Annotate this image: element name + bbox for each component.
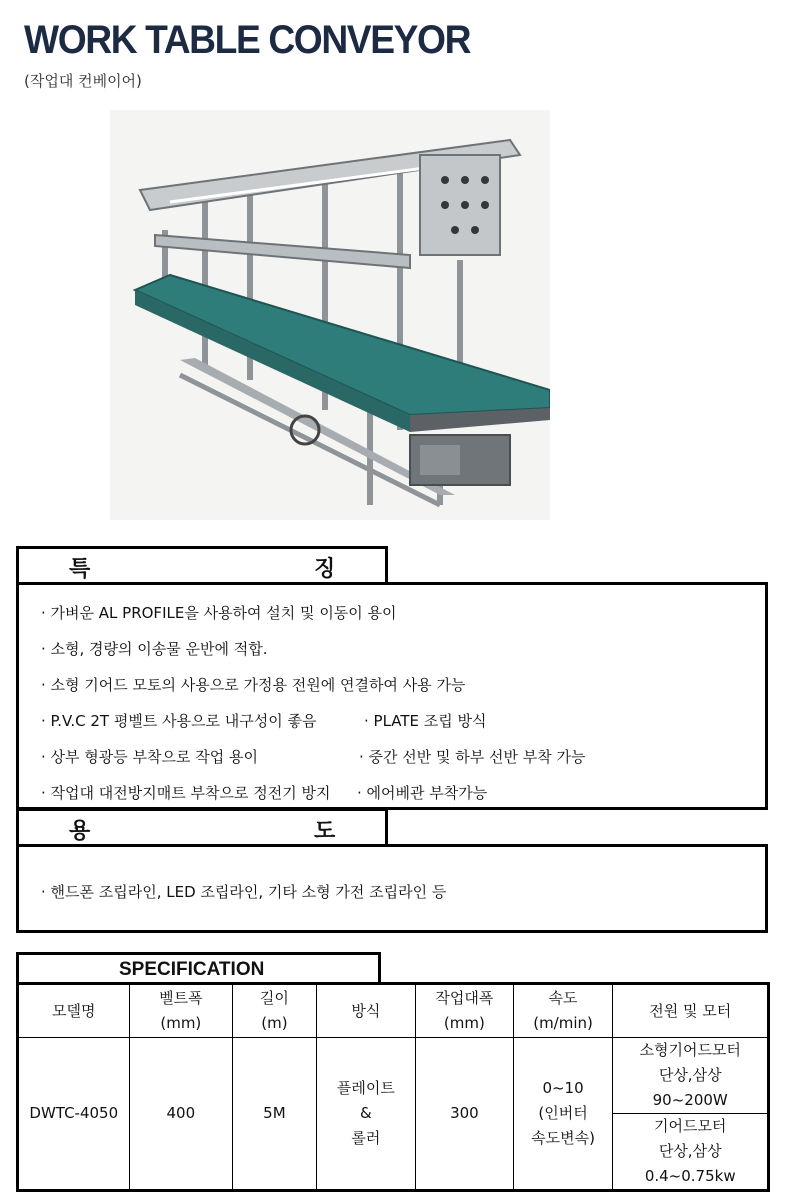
- spec-row: [18, 1038, 769, 1114]
- col-length-label: 길이: [259, 989, 289, 1007]
- col-work-width: [416, 984, 514, 1038]
- feature-item: · 에어베관 부착가능: [357, 784, 488, 802]
- cell-length: 5M: [233, 1038, 317, 1191]
- cell-model: DWTC-4050: [18, 1038, 130, 1191]
- col-speed-unit: (m/min): [533, 1014, 593, 1032]
- spec-header-row: [18, 984, 769, 1038]
- features-title-right: 징: [314, 557, 336, 582]
- cell-speed-line: 0~10: [542, 1079, 584, 1097]
- cell-belt-width: 400: [129, 1038, 233, 1191]
- cell-speed: [513, 1038, 613, 1191]
- col-belt-width-unit: (mm): [160, 1014, 202, 1032]
- features-header: [16, 546, 388, 582]
- page-subtitle: (작업대 컨베이어): [24, 72, 142, 90]
- conveyor-photo: [110, 110, 550, 520]
- cell-method-line: 플레이트: [336, 1079, 395, 1097]
- spec-table: [16, 982, 770, 1192]
- cell-work-width: 300: [416, 1038, 514, 1191]
- feature-item: · 작업대 대전방지매트 부착으로 정전기 방지: [41, 784, 331, 802]
- usage-header: [16, 808, 388, 844]
- features-box: [16, 582, 768, 810]
- cell-power-line: 단상,삼상: [658, 1066, 722, 1084]
- cell-speed-line: 속도변속): [531, 1129, 595, 1147]
- cell-power-line: 소형기어드모터: [639, 1041, 741, 1059]
- col-work-width-label: 작업대폭: [435, 989, 494, 1007]
- cell-method-line: 롤러: [351, 1129, 381, 1147]
- cell-power-line: 기어드모터: [653, 1117, 727, 1135]
- usage-title-left: 용: [69, 819, 91, 844]
- col-work-width-unit: (mm): [443, 1014, 485, 1032]
- cell-power-b: [613, 1114, 769, 1191]
- usage-text: · 핸드폰 조립라인, LED 조립라인, 기타 소형 가전 조립라인 등: [41, 883, 447, 901]
- cell-method: [316, 1038, 415, 1191]
- feature-item: · 소형, 경량의 이송물 운반에 적합.: [41, 640, 268, 658]
- col-length-unit: (m): [261, 1014, 288, 1032]
- spec-title: SPECIFICATION: [119, 959, 265, 980]
- spec-header: [16, 952, 381, 984]
- feature-item: · 소형 기어드 모토의 사용으로 가정용 전원에 연결하여 사용 가능: [41, 676, 466, 694]
- cell-power-line: 90~200W: [652, 1091, 728, 1109]
- cell-speed-line: (인버터: [538, 1104, 588, 1122]
- usage-title-right: 도: [314, 819, 336, 844]
- col-model: 모델명: [18, 984, 130, 1038]
- feature-item: · P.V.C 2T 평벨트 사용으로 내구성이 좋음: [41, 712, 317, 730]
- features-title-left: 특: [69, 557, 91, 582]
- cell-power-line: 단상,삼상: [658, 1142, 722, 1160]
- feature-item: · PLATE 조립 방식: [364, 712, 487, 730]
- col-speed-label: 속도: [548, 989, 578, 1007]
- usage-box: [16, 844, 768, 933]
- col-power: 전원 및 모터: [613, 984, 769, 1038]
- cell-power-a: [613, 1038, 769, 1114]
- col-length: [233, 984, 317, 1038]
- col-belt-width: [129, 984, 233, 1038]
- cell-method-line: &: [360, 1104, 372, 1122]
- feature-item: · 상부 형광등 부착으로 작업 용이: [41, 748, 258, 766]
- page-title: WORK TABLE CONVEYOR: [24, 18, 471, 62]
- feature-item: · 가벼운 AL PROFILE을 사용하여 설치 및 이동이 용이: [41, 604, 397, 622]
- cell-power-line: 0.4~0.75kw: [644, 1167, 736, 1185]
- col-speed: [513, 984, 613, 1038]
- col-method: 방식: [316, 984, 415, 1038]
- col-belt-width-label: 벨트폭: [159, 989, 203, 1007]
- feature-item: · 중간 선반 및 하부 선반 부착 가능: [359, 748, 586, 766]
